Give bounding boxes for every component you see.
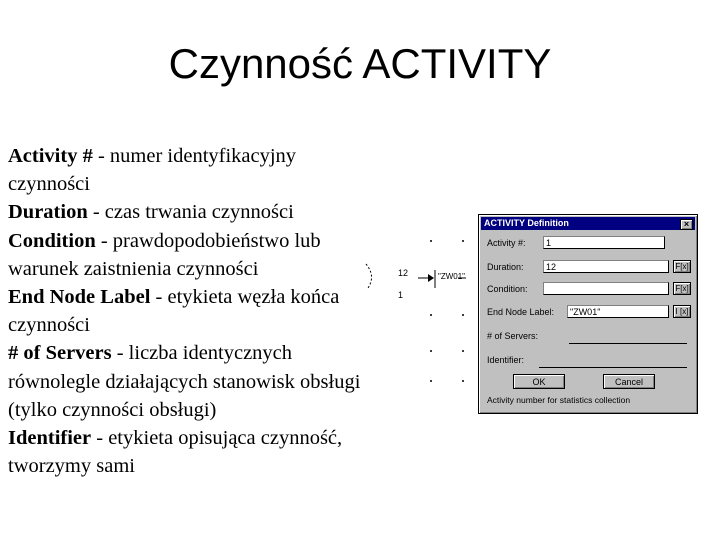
diagram-node-label: "ZW01" [438,272,466,281]
definition-text: - etykieta opisująca czynność, tworzymy sami [8,427,343,478]
definition-text: - numer identyfikacyjny czynności [8,145,297,196]
cancel-button[interactable]: Cancel [603,374,655,389]
end-node-input[interactable]: "ZW01" [567,305,669,318]
dialog-title: ACTIVITY Definition [484,218,569,228]
definition-term: Duration [8,201,88,224]
definition-term: # of Servers [8,342,112,365]
definition-text: - czas trwania czynności [87,201,294,224]
diagram-duration-label: 12 [398,268,409,278]
diagram-dot [462,240,464,242]
diagram-dot [430,350,432,352]
identifier-input[interactable] [539,367,687,368]
end-node-label: End Node Label: [487,307,555,317]
end-node-list-button[interactable]: I [x] [673,305,691,318]
close-icon[interactable]: × [680,219,693,230]
diagram-activity-label: 1 [398,290,404,300]
definition-item [8,142,368,198]
definition-text: - etykieta węzła końca czynności [8,286,340,337]
definition-term: Identifier [8,427,92,450]
activity-definition-dialog [478,214,698,414]
condition-label: Condition: [487,284,528,294]
definition-item [8,339,368,424]
definition-item [8,283,368,339]
diagram-dot [462,380,464,382]
diagram-dot [462,314,464,316]
definition-term: Condition [8,229,96,252]
diagram-dot [430,240,432,242]
identifier-label: Identifier: [487,355,525,365]
definition-term: End Node Label [8,286,151,309]
slide-title: Czynność ACTIVITY [168,40,552,87]
dialog-titlebar[interactable] [481,217,695,230]
diagram-dot [430,314,432,316]
status-hint: Activity number for statistics collection [487,395,631,405]
servers-label: # of Servers: [487,331,539,341]
definition-text: - liczba identycznych równolegle działających stanowisk obsługi (tylko czynności obsługi) [8,342,361,421]
diagram-dot [462,350,464,352]
definitions-list [8,142,368,480]
definition-text: - prawdopodobieństwo lub warunek zaistnienia czynności [8,229,321,280]
duration-label: Duration: [487,262,524,272]
condition-function-button[interactable]: F[x] [673,282,691,295]
definition-item [8,424,368,480]
duration-input[interactable]: 12 [543,260,669,273]
servers-input[interactable] [569,343,687,344]
definition-term: Activity # [8,145,93,167]
duration-function-button[interactable]: F[x] [673,260,691,273]
condition-input[interactable] [543,282,669,295]
diagram-arcs [362,258,472,306]
activity-number-label: Activity #: [487,238,526,248]
definition-item [8,227,368,283]
definition-item [8,198,368,226]
ok-button[interactable]: OK [513,374,565,389]
activity-number-input[interactable]: 1 [543,236,665,249]
diagram-dot [430,380,432,382]
